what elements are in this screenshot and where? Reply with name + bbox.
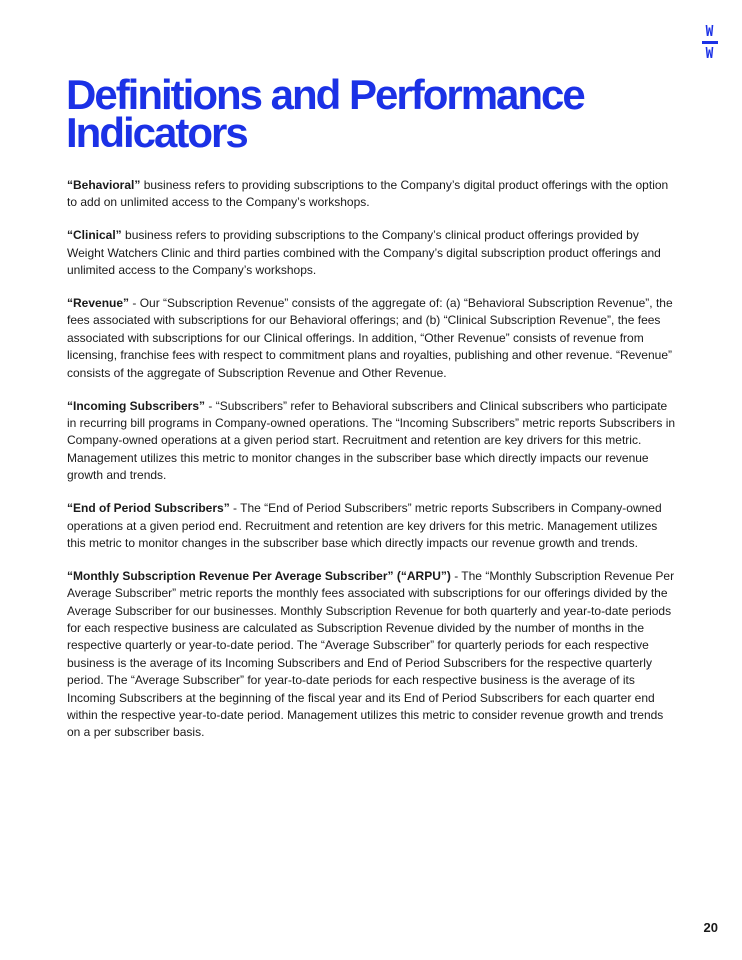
definition-behavioral [67, 177, 679, 212]
definition-text: - The “Monthly Subscription Revenue Per Average Subscriber” metric reports the monthly fees associated with subscriptions for our offerings divided by the Average Subscriber for our businesses. Monthly Subscription Revenue for both quarterly and year-to-date periods for each respective business are calculated as Subscription Revenue divided by the number of months in the respective quarterly or year-to-date period. The “Average Subscriber” for quarterly periods for each respective business is the average of its Incoming Subscribers and End of Period Subscribers for the respective quarterly period. The “Average Subscriber” for year-to-date periods for each respective business is the average of its Incoming Subscribers at the beginning of the fiscal year and its End of Period Subscribers for each quarter end within the respective year-to-date period. Management utilizes this metric to consider revenue growth and trends on a per subscriber basis. [67, 568, 675, 740]
definition-term: “Incoming Subscribers” [67, 398, 206, 413]
definition-clinical [67, 227, 679, 279]
definition-term: “Monthly Subscription Revenue Per Average Subscriber” (“ARPU”) [67, 568, 451, 583]
ww-logo [700, 24, 720, 61]
definition-term: “Clinical” [67, 228, 122, 243]
page-title: Definitions and Performance Indicators [66, 71, 584, 156]
definition-text: - “Subscribers” refer to Behavioral subscribers and Clinical subscribers who participate in recurring bill programs in Company-owned operations. The “Incoming Subscribers” metric reports Subscribers in Company-owned operations at a given period start. Recruitment and retention are key drivers for this metric. Management utilizes this metric to monitor changes in the subscriber base which directly impacts our revenue growth and trends. [67, 398, 676, 483]
definition-end-of-period-subscribers [67, 500, 679, 552]
definition-arpu [67, 568, 679, 742]
definition-term: “Behavioral” [67, 178, 141, 192]
definition-incoming-subscribers [67, 398, 679, 485]
definition-text: business refers to providing subscriptions to the Company’s digital product offerings with the option to add on unlimited access to the Company’s workshops. [67, 178, 669, 210]
definition-revenue [67, 295, 679, 382]
logo-bottom-letter: W [706, 44, 714, 62]
page-number: 20 [703, 920, 718, 935]
logo-top-letter: W [706, 22, 714, 40]
definition-text: - Our “Subscription Revenue” consists of the aggregate of: (a) “Behavioral Subscription Revenue”, the fees associated with subscriptions for our Behavioral offerings; and (b) “Clinical Subscription Revenue”, the fees associated with subscriptions for our Clinical offerings. In addition, “Other Revenue” consists of revenue from licensing, franchise fees with respect to commitment plans and royalties, publishing and other revenue. “Revenue” consists of the aggregate of Subscription Revenue and Other Revenue. [67, 296, 673, 380]
definition-text: - The “End of Period Subscribers” metric reports Subscribers in Company-owned operations at a given period end. Recruitment and retention are key drivers for this metric. Management utilizes this metric to monitor changes in the subscriber base which directly impacts our revenue growth and trends. [67, 501, 662, 550]
definition-term: “End of Period Subscribers” [67, 501, 230, 516]
definitions-list [67, 177, 679, 757]
definition-term: “Revenue” [67, 296, 130, 311]
definition-text: business refers to providing subscriptions to the Company’s clinical product offerings provided by Weight Watchers Clinic and third parties combined with the Company’s digital subscription product offerings and unlimited access to the Company’s workshops. [67, 228, 661, 278]
